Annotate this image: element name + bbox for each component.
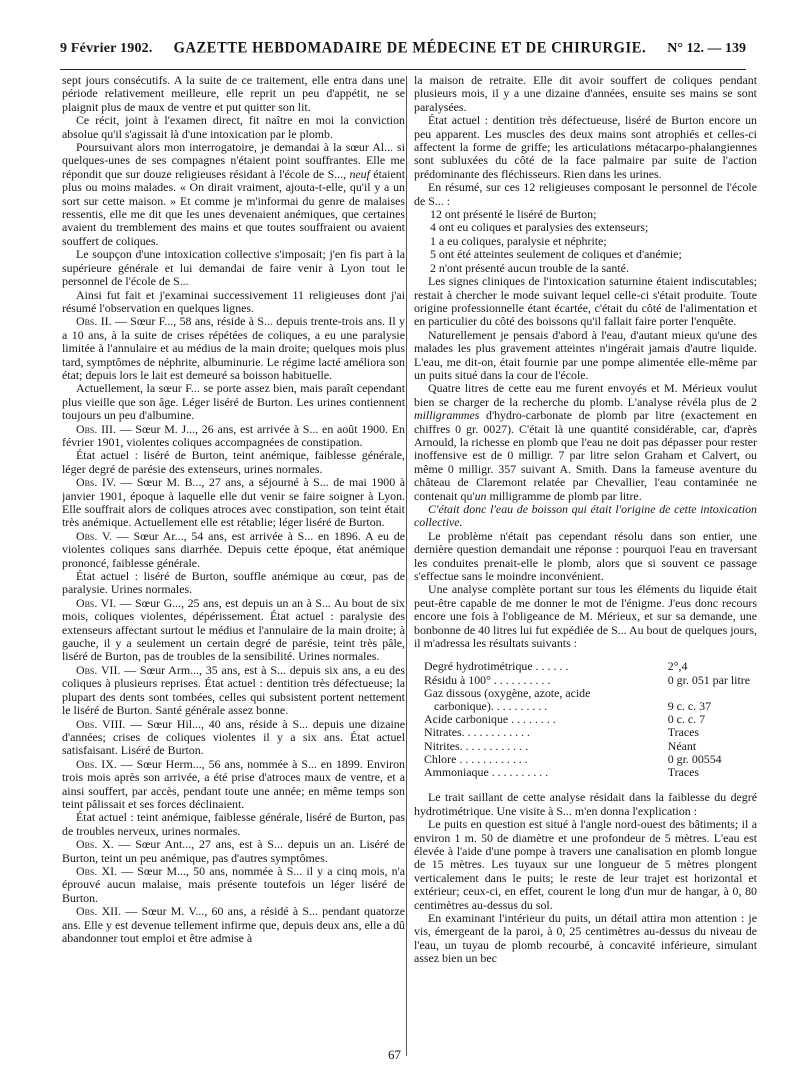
- paragraph: Ce récit, joint à l'examen direct, fit naître en moi la conviction absolue qu'il s'agissait là d'une intoxication par le plomb.: [62, 113, 405, 141]
- observation-12: Obs. XII. — Sœur M. V..., 60 ans, a résidé à S... pendant quatorze ans. Elle y est devenue tellement infirme que, depuis deux ans, elle a dû abandonner tout emploi et être admise à: [62, 904, 405, 945]
- running-header: [60, 40, 746, 70]
- table-row: Nitrites. . . . . . . . . . . . Néant: [424, 738, 697, 753]
- observation-4: Obs. IV. — Sœur M. B..., 27 ans, a séjourné à S... de mai 1900 à janvier 1901, époque à laquelle elle dut venir se faire soigner à Lyon. Elle souffrait alors de coliques atroces avec constipation, son teint était très anémique. Actuellement elle est rétablie; léger liséré de Burton.: [62, 475, 405, 530]
- column-divider: [406, 76, 407, 1056]
- paragraph: Le soupçon d'une intoxication collective s'imposait; j'en fis part à la supérieure générale et lui demandai de faire venir à Lyon tout le personnel de l'école de S...: [62, 247, 405, 289]
- observation-5: Obs. V. — Sœur Ar..., 54 ans, est arrivée à S... en 1896. A eu de violentes coliques sans diarrhée. Depuis cette époque, état anémique prononcé, faiblesse générale.: [62, 528, 405, 570]
- paragraph: Le problème n'était pas cependant résolu dans son entier, une dernière question demandait une réponse : pourquoi l'eau en traversant les conduites prenait-elle le plomb, alors que si souvent ce passage s'effectue sans le moindre inconvénient.: [414, 528, 757, 584]
- table-row: Nitrates. . . . . . . . . . . . Traces: [424, 725, 700, 740]
- paragraph: la maison de retraite. Elle dit avoir souffert de coliques pendant plusieurs mois, il y a une dizaine d'années, ensuite ses mains se sont paralysées.: [414, 74, 757, 114]
- table-row: Acide carbonique . . . . . . . . 0 c. c. 7: [424, 712, 706, 727]
- table-row: Chlore . . . . . . . . . . . . 0 gr. 00554: [424, 751, 722, 766]
- journal-title: GAZETTE HEBDOMADAIRE DE MÉDECINE ET DE CHIRURGIE.: [173, 38, 647, 57]
- paragraph: Quatre litres de cette eau me furent envoyés et M. Mérieux voulut bien se charger de la recherche du plomb. L'analyse révéla plus de 2 milligrammes d'hydro-carbonate de plomb par litre (exactement en chiffres 0 gr. 0027). C'était là une quantité considérable, car, d'après Arnould, la richesse en plomb que l'eau ne doit pas dépasser pour rester inoffensive est de 0 milligr. 7 par litre selon Graham et Calvert, ou même 0 milligr. 357 suivant A. Smith. Dans la fameuse aventure du château de Claremont relatée par Chevallier, l'eau contaminée ne contenait qu'un milligramme de plomb par litre.: [414, 381, 757, 503]
- paragraph: État actuel : liséré de Burton, souffle anémique au cœur, pas de paralysie. Urines normales.: [62, 569, 405, 597]
- observation-11: Obs. XI. — Sœur M..., 50 ans, nommée à S... il y a cinq mois, n'a éprouvé aucun malaise, mais présente toutefois un léger liséré de Burton.: [62, 863, 405, 905]
- right-column: [414, 74, 757, 1059]
- table-row: Ammoniaque . . . . . . . . . . Traces: [424, 765, 700, 780]
- paragraph: Les signes cliniques de l'intoxication saturnine étaient indiscutables; restait à chercher le mode suivant lequel celle-ci s'était produite. Toute origine professionnelle étant écartée, c'était du côté de l'alimentation et en particulier du côté des boissons qu'il fallait faire porter l'enquête.: [414, 274, 757, 329]
- table-row: Résidu à 100° . . . . . . . . . . 0 gr. 051 par litre: [424, 672, 750, 687]
- paragraph: Poursuivant alors mon interrogatoire, je demandai à la sœur Al... si quelques-unes de ses compagnes n'étaient point souffrantes. Elle me répondit que sur douze religieuses résidant à l'école de S..., neuf étaient plus ou moins malades. « On dirait vraiment, ajouta-t-elle, qu'il y a un sort sur cette maison. » Et comme je m'informai du genre de malaises ressentis, elle me dit que les unes devenaient anémiques, que certaines avaient du tremblement des mains et que toutes souffraient ou avaient souffert de coliques.: [62, 140, 405, 248]
- summary-list: [430, 208, 757, 275]
- paragraph: En résumé, sur ces 12 religieuses composant le personnel de l'école de S... :: [414, 180, 757, 208]
- header-date: 9 Février 1902.: [60, 41, 153, 56]
- folio-number: 67: [388, 1047, 401, 1062]
- paragraph: État actuel : teint anémique, faiblesse générale, liséré de Burton, pas de troubles nerveux, urines normales.: [62, 810, 405, 838]
- table-row: carbonique). . . . . . . . . . 9 c. c. 37: [434, 699, 712, 714]
- observation-7: Obs. VII. — Sœur Arm..., 35 ans, est à S... depuis six ans, a eu des coliques à plusieurs reprises. État actuel : dentition très défectueuse; la plupart des dents sont tombées, celles qui subsistent portent nettement le liséré de Burton. Santé générale assez bonne.: [62, 662, 405, 718]
- paragraph: En examinant l'intérieur du puits, un détail attira mon attention : je vis, émergeant de la paroi, à 0, 25 centimètres au-dessus du niveau de l'eau, un tuyau de plomb recourbé, à concavité inférieure, simulant assez bien un bec: [414, 910, 757, 966]
- observation-2: Obs. II. — Sœur F..., 58 ans, réside à S... depuis trente-trois ans. Il y a 10 ans, à la suite de crises répétées de coliques, a eu une paralysie limitée à l'annulaire et au médius de la main droite; quelques mois plus tard, symptômes de néphrite, albuminurie. Le régime lacté améliora son état; depuis lors le lait est demeuré sa boisson habituelle.: [62, 314, 405, 382]
- observation-3: Obs. III. — Sœur M. J..., 26 ans, est arrivée à S... en août 1900. En février 1901, violentes coliques accompagnées de constipation.: [62, 421, 405, 449]
- paragraph: Actuellement, la sœur F... se porte assez bien, mais paraît cependant plus vieille que son âge. Léger liséré de Burton. Les urines contiennent toujours un peu d'albumine.: [62, 381, 405, 423]
- list-item: 2 n'ont présenté aucun trouble de la santé.: [430, 260, 629, 275]
- observation-6: Obs. VI. — Sœur G..., 25 ans, est depuis un an à S... Au bout de six mois, coliques violentes, dépérissement. État actuel : paralysie des extenseurs affectant surtout le médius et l'annulaire de la main droite; à gauche, il y a seulement un certain degré de parésie, teint très pâle, liséré de Burton, pas de troubles de la sensibilité. Urines normales.: [62, 595, 405, 664]
- list-item: 12 ont présenté le liséré de Burton;: [430, 207, 597, 222]
- paragraph: Le puits en question est situé à l'angle nord-ouest des bâtiments; il a environ 1 m. 50 de diamètre et une profondeur de 5 mètres. L'eau est élevée à l'aide d'une pompe à travers une canalisation en plomb longue de 15 mètres. Les tuyaux sur une longueur de 5 mètres plongent verticalement dans le puits; le reste de leur trajet est horizontal et extérieur; ceux-ci, en effet, courent le long d'un mur de hangar, à 0, 80 centimètres au-dessus du sol.: [414, 817, 757, 912]
- paragraph: Une analyse complète portant sur tous les éléments du liquide était peut-être capable de me donner le mot de l'énigme. J'eus donc recours encore une fois à l'obligeance de M. Mérieux, et sur sa demande, une bonbonne de 40 litres lui fut expédiée de S... Au bout de quelques jours, il m'adressa les résultats suivants :: [414, 582, 757, 651]
- paragraph: État actuel : liséré de Burton, teint anémique, faiblesse générale, léger degré de parésie des extenseurs, urines normales.: [62, 448, 405, 476]
- list-item: 1 a eu coliques, paralysie et néphrite;: [430, 233, 607, 248]
- observation-8: Obs. VIII. — Sœur Hil..., 40 ans, réside à S... depuis une dizaine d'années; crises de coliques violentes il y a six ans. État actuel satisfaisant. Liséré de Burton.: [62, 716, 405, 758]
- issue-page-number: N° 12. — 139: [667, 41, 746, 56]
- paragraph: État actuel : dentition très défectueuse, liséré de Burton encore un peu apparent. Les muscles des deux mains sont atrophiés et celles-ci affectent la forme de griffe; les articulations métacarpo-phalangiennes sont subluxées du côté de la face palmaire par suite de l'action prédominante des fléchisseurs. Rien dans les urines.: [414, 113, 757, 181]
- paragraph: sept jours consécutifs. A la suite de ce traitement, elle entra dans une période relativement meilleure, elle reprit un peu d'appétit, ne se plaignit plus de maux de ventre et put quitter son lit.: [62, 74, 405, 114]
- table-row: Gaz dissous (oxygène, azote, acide: [424, 685, 591, 700]
- list-item: 4 ont eu coliques et paralysies des extenseurs;: [430, 220, 649, 235]
- observation-9: Obs. IX. — Sœur Herm..., 56 ans, nommée à S... en 1899. Environ trois mois après son arrivée, a été prise d'atroces maux de ventre, et a ainsi souffert, par accès, pendant toute une année; en même temps son teint pâlissait et ses forces déclinaient.: [62, 756, 405, 811]
- paragraph: Ainsi fut fait et j'examinai successivement 11 religieuses dont j'ai résumé l'observation en quelques lignes.: [62, 287, 405, 315]
- list-item: 5 ont été atteintes seulement de coliques et d'anémie;: [430, 247, 682, 262]
- observation-10: Obs. X. — Sœur Ant..., 27 ans, est à S... depuis un an. Liséré de Burton, teint un peu anémique, pas d'autres symptômes.: [62, 837, 405, 865]
- paragraph: Naturellement je pensais d'abord à l'eau, d'autant mieux qu'une des malades les plus gravement atteintes n'ingérait jamais d'autre liquide. L'eau, me dit-on, était fournie par une pompe alimentée elle-même par un puits situé dans la cour de l'école.: [414, 327, 757, 382]
- water-analysis-table: [422, 660, 752, 779]
- left-column: [62, 74, 405, 1059]
- conclusion-italic: C'était donc l'eau de boisson qui était l'origine de cette intoxication collective.: [414, 502, 757, 530]
- paragraph: Le trait saillant de cette analyse résidait dans la faiblesse du degré hydrotimétrique. Une visite à S... m'en donna l'explication :: [414, 790, 757, 818]
- table-row: Degré hydrotimétrique . . . . . . 2°,4: [424, 659, 688, 674]
